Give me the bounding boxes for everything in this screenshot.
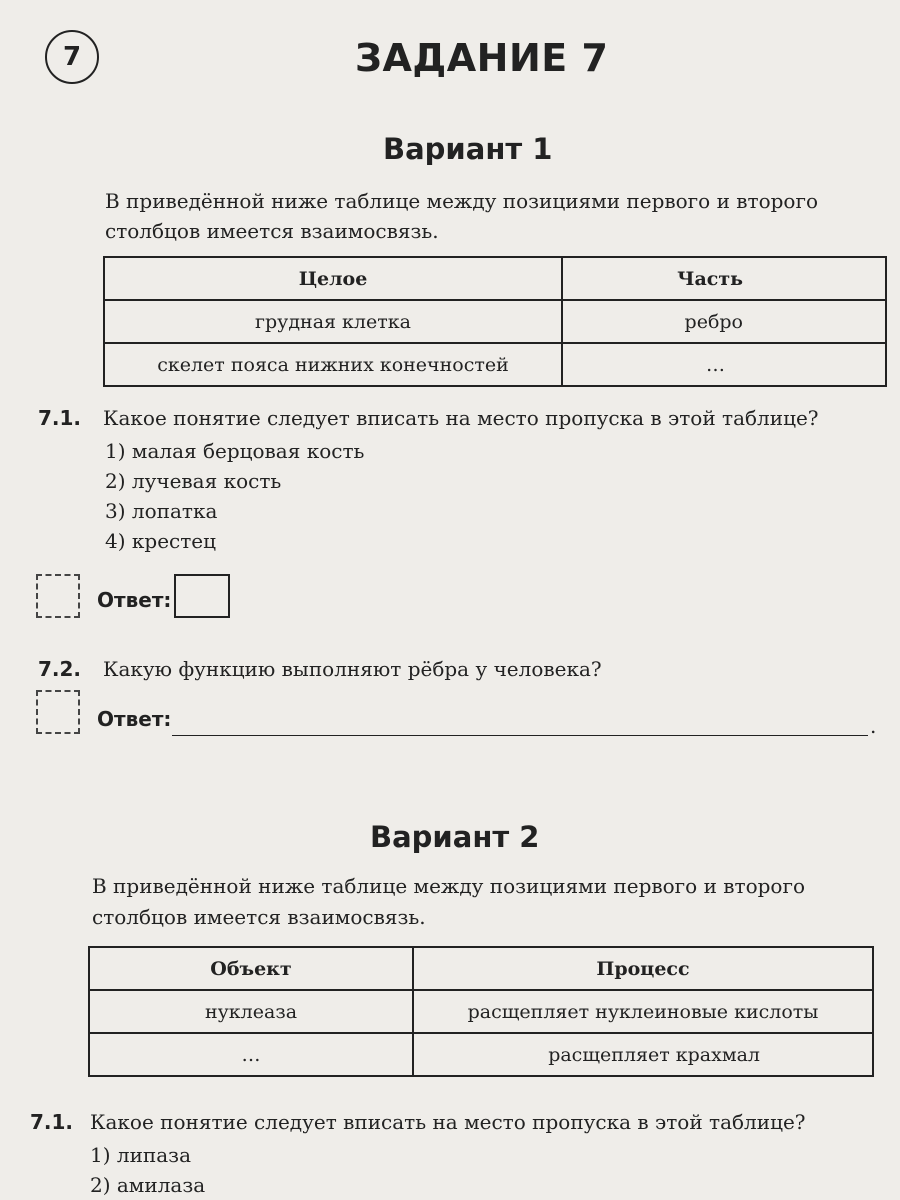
task-number: 7 — [62, 42, 82, 72]
table-cell: нуклеаза — [89, 990, 413, 1033]
table-header-cell: Целое — [104, 257, 562, 300]
variant1-table — [103, 256, 887, 387]
table-row — [104, 343, 886, 386]
score-box — [36, 574, 80, 618]
variant2-q1-text: Какое понятие следует вписать на место пропуска в этой таблице? — [90, 1110, 806, 1134]
table-cell: расщепляет нуклеиновые кислоты — [413, 990, 873, 1033]
option-item: 1) липаза — [90, 1143, 192, 1167]
table-cell: … — [562, 343, 886, 386]
table-row — [89, 990, 873, 1033]
table-cell: расщепляет крахмал — [413, 1033, 873, 1076]
table-header-row — [104, 257, 886, 300]
variant1-q2-text: Какую функцию выполняют рёбра у человека? — [103, 657, 602, 681]
variant1-title: Вариант 1 — [383, 132, 553, 166]
variant1-intro-line2: столбцов имеется взаимосвязь. — [105, 219, 439, 243]
variant1-q2-answer-label: Ответ: — [97, 707, 172, 731]
answer-line-end: . — [870, 714, 877, 738]
table-header-cell: Объект — [89, 947, 413, 990]
task-number-badge — [45, 30, 99, 84]
option-item: 3) лопатка — [105, 499, 218, 523]
answer-box[interactable] — [174, 574, 230, 618]
score-box — [36, 690, 80, 734]
table-cell: … — [89, 1033, 413, 1076]
task-title: ЗАДАНИЕ 7 — [355, 36, 609, 80]
variant2-intro-line1: В приведённой ниже таблице между позициями первого и второго — [92, 874, 805, 898]
variant2-q1-number: 7.1. — [30, 1110, 74, 1134]
option-item: 1) малая берцовая кость — [105, 439, 365, 463]
variant1-q1-answer-label: Ответ: — [97, 588, 172, 612]
table-cell: скелет пояса нижних конечностей — [104, 343, 562, 386]
table-cell: грудная клетка — [104, 300, 562, 343]
option-item: 4) крестец — [105, 529, 216, 553]
variant1-q1-number: 7.1. — [38, 406, 82, 430]
variant1-q1-text: Какое понятие следует вписать на место пропуска в этой таблице? — [103, 406, 819, 430]
table-row — [89, 1033, 873, 1076]
variant2-intro-line2: столбцов имеется взаимосвязь. — [92, 905, 426, 929]
option-item: 2) амилаза — [90, 1173, 206, 1197]
table-row — [104, 300, 886, 343]
table-header-cell: Часть — [562, 257, 886, 300]
variant1-q2-number: 7.2. — [38, 657, 82, 681]
option-item: 2) лучевая кость — [105, 469, 282, 493]
answer-line[interactable] — [172, 735, 868, 736]
table-cell: ребро — [562, 300, 886, 343]
table-header-row — [89, 947, 873, 990]
variant2-table — [88, 946, 874, 1077]
variant2-title: Вариант 2 — [370, 820, 540, 854]
variant1-intro-line1: В приведённой ниже таблице между позициями первого и второго — [105, 189, 818, 213]
table-header-cell: Процесс — [413, 947, 873, 990]
